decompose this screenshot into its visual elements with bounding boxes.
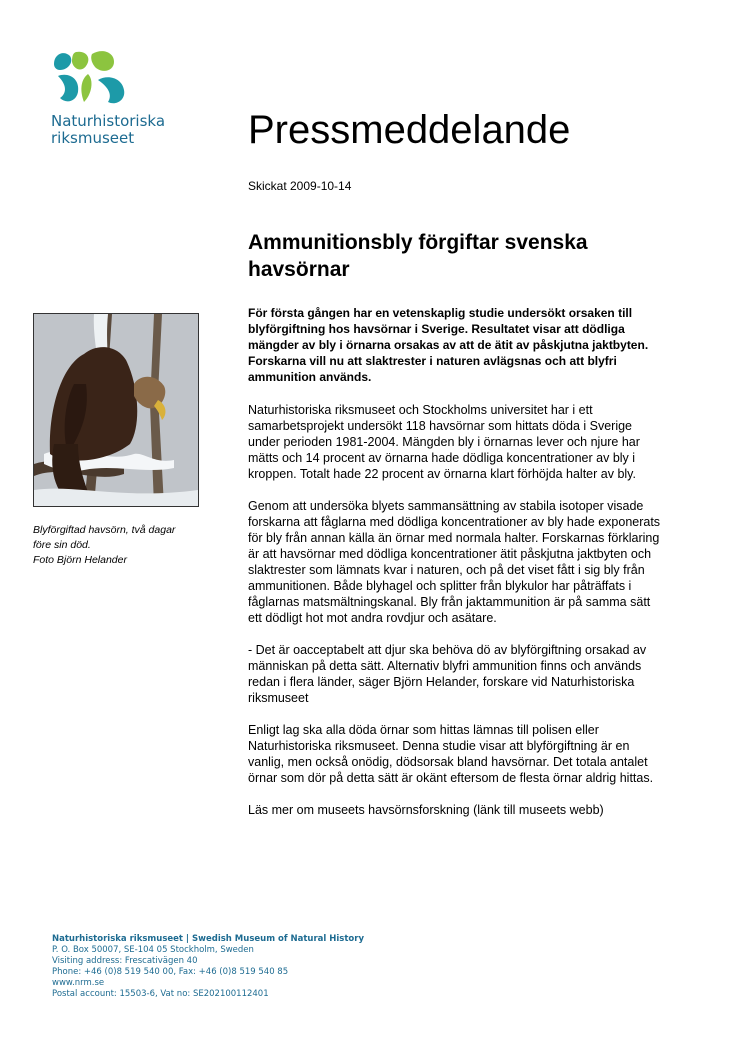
footer-contact <box>52 934 364 1000</box>
footer-visiting-address: Visiting address: Frescativägen 40 <box>52 956 198 966</box>
eagle-photo-image <box>34 314 198 506</box>
footer-phone: Phone: +46 (0)8 519 540 00, Fax: +46 (0)8 519 540 85 <box>52 967 289 977</box>
eagle-photo <box>33 313 199 507</box>
lead-paragraph: För första gången har en vetenskaplig studie undersökt orsaken till blyförgiftning hos havsörnar i Sverige. Resultatet visar att dödliga mängder av bly i örnarna orsakas av att de ätit av påskjutna jaktbyten. Forskarna vill nu att slaktrester i naturen avlägsnas och att blyfri ammunition används. <box>248 306 649 384</box>
nrm-leaf-logo-icon <box>52 50 128 106</box>
footer-website: www.nrm.se <box>52 978 105 988</box>
article-body <box>248 402 663 834</box>
footer-org: Naturhistoriska riksmuseet | Swedish Museum of Natural History <box>52 934 364 944</box>
logo-name-line1: Naturhistoriska <box>51 112 166 130</box>
body-paragraph: Enligt lag ska alla döda örnar som hittas lämnas till polisen eller Naturhistoriska riksmuseet. Denna studie visar att blyförgiftning är en vanlig, men också onödig, dödsorsak bland havsörnar. Det totala antalet örnar som dör på detta sätt är okänt eftersom de flesta örnar aldrig hittas. <box>248 723 654 785</box>
photo-caption <box>33 523 213 568</box>
caption-line: före sin död. <box>33 539 91 551</box>
footer-address: P. O. Box 50007, SE-104 05 Stockholm, Sweden <box>52 945 254 955</box>
read-more-paragraph: Läs mer om museets havsörnsforskning (länk till museets webb) <box>248 803 604 817</box>
caption-line: Blyförgiftad havsörn, två dagar <box>33 524 176 536</box>
body-paragraph: Genom att undersöka blyets sammansättning av stabila isotoper visade forskarna att fåglarna med dödliga koncentrationer av bly hade exponerats för bly från annan källa än örnar med normala halter. Forskarnas förklaring är att havsörnar med dödliga koncentrationer ätit påskjutna jaktbyten och slaktrester som lämnats kvar i naturen, och på det viset fått i sig bly från ammunitionen. Både blyhagel och splitter från blykulor har påträffats i fåglarnas matsmältningskanal. Bly från jaktammunition är på samma sätt ett dödligt hot mot andra rovdjur och asätare. <box>248 499 661 625</box>
logo-name-line2: riksmuseet <box>51 129 135 147</box>
sent-date: Skickat 2009-10-14 <box>248 179 352 193</box>
article-title: Ammunitionsbly förgiftar svenska havsörnar <box>248 231 588 281</box>
logo-wordmark <box>51 113 165 147</box>
body-paragraph: - Det är oacceptabelt att djur ska behöva dö av blyförgiftning orsakad av människan på detta sätt. Alternativ blyfri ammunition finns och används redan i flera länder, säger Björn Helander, forskare vid Naturhistoriska riksmuseet <box>248 643 647 705</box>
page-heading: Pressmeddelande <box>248 108 571 152</box>
body-paragraph: Naturhistoriska riksmuseet och Stockholms universitet har i ett samarbetsprojekt undersökt 118 havsörnar som hittats döda i Sverige under perioden 1981-2004. Mängden bly i örnarnas lever och njure har mätts och 14 procent av örnarna hade dödliga koncentrationer av bly i kroppen. Totalt hade 22 procent av örnarna klart förhöjda halter av bly. <box>248 403 640 481</box>
footer-postal: Postal account: 15503-6, Vat no: SE202100112401 <box>52 989 269 999</box>
photo-credit: Foto Björn Helander <box>33 554 127 566</box>
